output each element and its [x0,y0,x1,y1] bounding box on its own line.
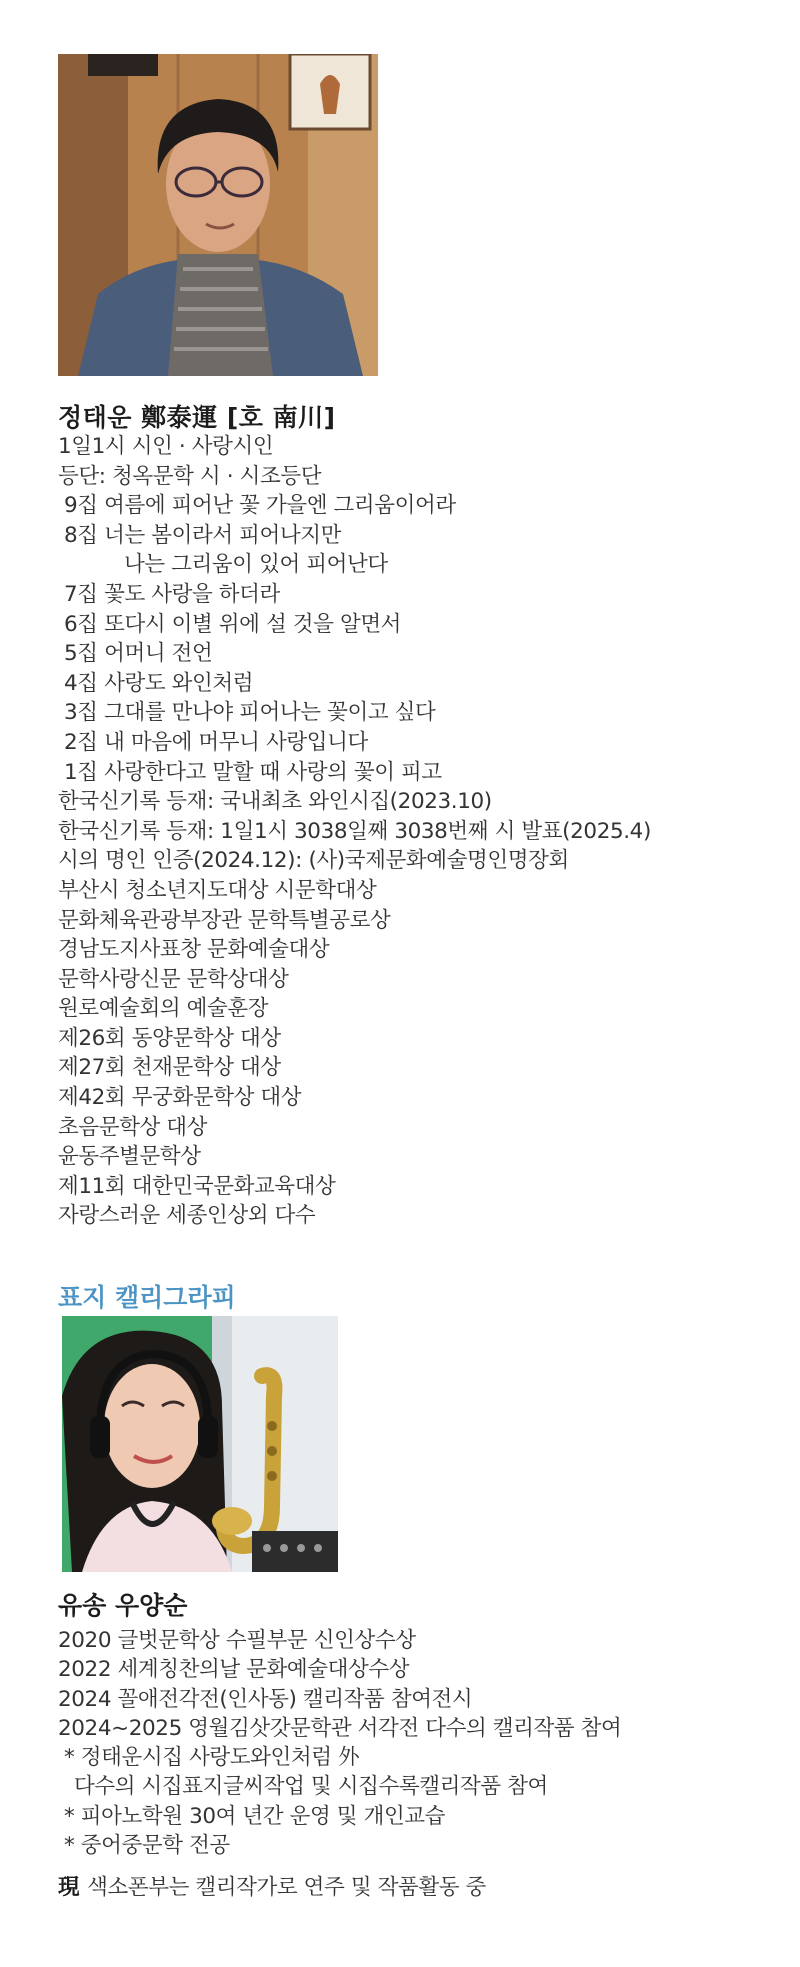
bio-line: * 정태운시집 사랑도와인처럼 外 [64,1745,360,1771]
bio-line: 1일1시 시인 · 사랑시인 [58,434,274,459]
bio-line: 자랑스러운 세종인상외 다수 [58,1203,316,1229]
bio-line: 2022 세계칭찬의날 문화예술대상수상 [58,1657,410,1683]
bio-line: 6집 또다시 이별 위에 설 것을 알면서 [64,611,402,637]
bio-line: 2집 내 마음에 머무니 사랑입니다 [64,729,368,755]
calligrapher-bio-list [58,1626,621,1860]
author-bio-list [58,432,651,1231]
bio-line: 제27회 천재문학상 대상 [58,1055,281,1081]
bio-line: 문학사랑신문 문학상대상 [58,966,289,992]
bio-line: 제42회 무궁화문학상 대상 [58,1085,302,1111]
current-activity-text: 색소폰부는 캘리작가로 연주 및 작품활동 중 [87,1875,486,1900]
bio-line: 나는 그리움이 있어 피어난다 [124,552,388,578]
bio-line: 3집 그대를 만나야 피어나는 꽃이고 싶다 [64,700,436,726]
calligrapher-portrait-photo [62,1316,338,1572]
bio-line: * 중어중문학 전공 [64,1833,230,1859]
bio-line: 부산시 청소년지도대상 시문학대상 [58,877,377,903]
author-name: 정태운 鄭泰運 [호 南川] [58,403,336,432]
current-activity-line [58,1870,486,1901]
bio-line: 9집 여름에 피어난 꽃 가을엔 그리움이어라 [64,493,456,519]
bio-line: 시의 명인 인증(2024.12): (사)국제문화예술명인명장회 [58,848,569,874]
bio-line: 2024 꼴애전각전(인사동) 캘리작품 참여전시 [58,1686,473,1712]
calligrapher-name: 유송 우양순 [58,1591,188,1620]
bio-line: 2020 글벗문학상 수필부문 신인상수상 [58,1628,416,1653]
bio-line: 등단: 청옥문학 시 · 시조등단 [58,463,322,489]
bio-line: 한국신기록 등재: 1일1시 3038일째 3038번째 시 발표(2025.4) [58,818,651,844]
bio-line: 경남도지사표창 문화예술대상 [58,937,330,963]
bio-line: 1집 사랑한다고 말할 때 사랑의 꽃이 피고 [64,759,442,785]
bio-line: 4집 사랑도 와인처럼 [64,670,254,696]
bio-line: 윤동주별문학상 [58,1144,201,1170]
bio-line: 제11회 대한민국문화교육대상 [58,1173,336,1199]
bio-line: 8집 너는 봄이라서 피어나지만 [64,522,342,548]
bio-line: 다수의 시집표지글씨작업 및 시집수록캘리작품 참여 [74,1774,548,1800]
bio-line: 한국신기록 등재: 국내최초 와인시집(2023.10) [58,789,492,815]
bio-line: 5집 어머니 전언 [64,641,213,667]
calligraphy-section-title: 표지 캘리그라피 [58,1283,236,1312]
bio-line: 7집 꽃도 사랑을 하더라 [64,581,280,607]
bio-line: * 피아노학원 30여 년간 운영 및 개인교습 [64,1803,446,1829]
bio-line: 원로예술회의 예술훈장 [58,996,269,1022]
bio-line: 제26회 동양문학상 대상 [58,1025,281,1051]
bio-line: 2024~2025 영월김삿갓문학관 서각전 다수의 캘리작품 참여 [58,1715,622,1741]
current-prefix: 現 [58,1875,80,1900]
bio-line: 문화체육관광부장관 문학특별공로상 [58,907,391,933]
bio-line: 초음문학상 대상 [58,1114,208,1140]
author-portrait-photo [58,54,378,376]
